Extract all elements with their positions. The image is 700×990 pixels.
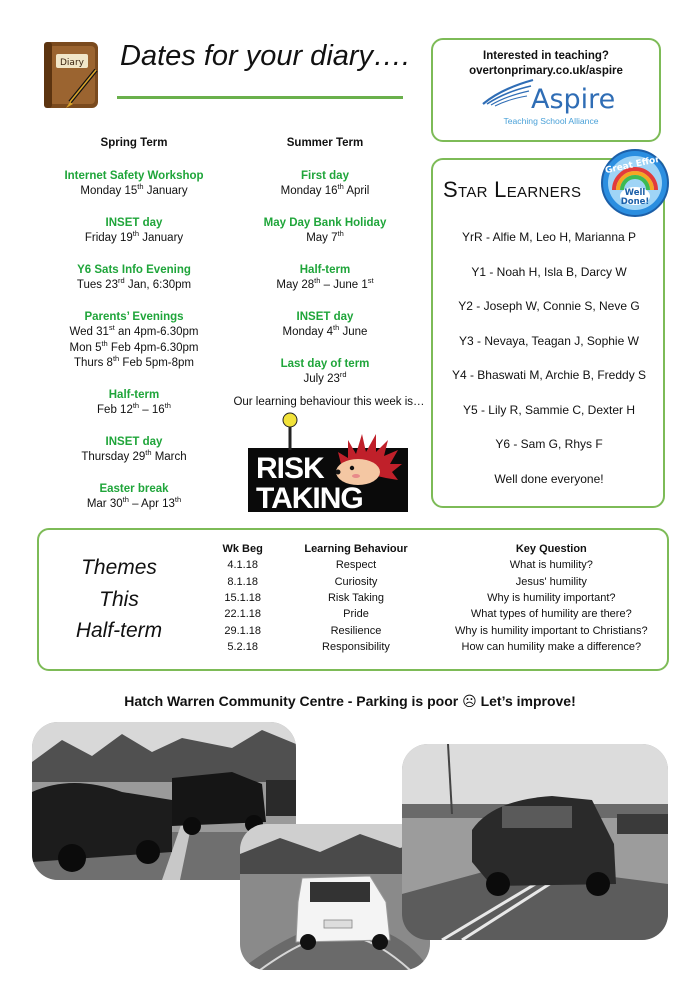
star-learner-item: Y4 - Bhaswati M, Archie B, Freddy S bbox=[451, 368, 647, 382]
summer-event-date: Monday 16th April bbox=[280, 182, 370, 197]
star-learners-list bbox=[433, 230, 665, 472]
themes-cell: Curiosity bbox=[334, 575, 378, 588]
spring-event-name: Easter break bbox=[99, 482, 169, 495]
summer-event-date: Monday 4th June bbox=[282, 323, 368, 338]
title-underline bbox=[117, 96, 403, 99]
summer-event-name: INSET day bbox=[296, 310, 354, 323]
spring-term-heading: Spring Term bbox=[100, 137, 168, 149]
svg-text:Great Effort: Great Effort bbox=[604, 153, 665, 177]
summer-event-name: Half-term bbox=[299, 263, 351, 276]
spring-event bbox=[44, 216, 224, 247]
spring-event-name: INSET day bbox=[105, 216, 163, 229]
learning-behaviour-caption: Our learning behaviour this week is… bbox=[233, 396, 425, 408]
spring-event bbox=[44, 310, 224, 372]
spring-event-date: Friday 19th January bbox=[84, 229, 184, 244]
themes-cell: 8.1.18 bbox=[227, 575, 258, 588]
spring-event-name: Y6 Sats Info Evening bbox=[77, 263, 191, 276]
summer-event bbox=[232, 216, 418, 247]
spring-event-date: Wed 31st an 4pm-6.30pm bbox=[69, 323, 199, 338]
aspire-swoosh-icon bbox=[481, 78, 535, 108]
table-row bbox=[209, 573, 667, 589]
page-title: Dates for your diary…. bbox=[120, 40, 411, 72]
star-learner-item: Y3 - Nevaya, Teagan J, Sophie W bbox=[459, 333, 639, 348]
themes-column-header: Key Question bbox=[515, 543, 587, 555]
spring-event-name: Parents’ Evenings bbox=[84, 310, 184, 323]
hedgehog-icon bbox=[336, 434, 403, 485]
spring-event bbox=[44, 263, 224, 294]
spring-event-date: Mar 30th – Apr 13th bbox=[86, 495, 182, 510]
spring-event-date: Monday 15th January bbox=[80, 182, 188, 197]
star-learner-item: Y2 - Joseph W, Connie S, Neve G bbox=[458, 299, 640, 313]
summer-term-heading: Summer Term bbox=[286, 137, 364, 149]
summer-event-date: May 7th bbox=[306, 229, 344, 244]
spring-event-name: INSET day bbox=[105, 435, 163, 448]
spring-event bbox=[44, 169, 224, 200]
spring-event bbox=[44, 435, 224, 466]
summer-event-name: May Day Bank Holiday bbox=[263, 216, 387, 229]
table-row bbox=[209, 623, 667, 639]
star-learners-footer: Well done everyone! bbox=[494, 472, 604, 486]
summer-events bbox=[232, 169, 418, 388]
table-row bbox=[209, 590, 667, 606]
themes-cell: Responsibility bbox=[322, 641, 390, 654]
aspire-tagline: Teaching School Alliance bbox=[503, 116, 599, 126]
risk-taking-graphic bbox=[248, 412, 408, 512]
summer-event bbox=[232, 357, 418, 388]
themes-cell: 5.2.18 bbox=[227, 641, 258, 654]
themes-cell: How can humility make a difference? bbox=[461, 641, 642, 654]
aspire-line-1: Interested in teaching? bbox=[483, 50, 609, 62]
table-row bbox=[209, 557, 667, 573]
star-learners-title: Star Learners bbox=[443, 177, 582, 202]
themes-cell: Respect bbox=[335, 559, 377, 572]
table-row bbox=[209, 606, 667, 622]
themes-label-line: This bbox=[99, 587, 139, 611]
aspire-wordmark: Aspire bbox=[531, 84, 616, 115]
themes-table bbox=[209, 541, 667, 655]
summer-event-date: May 28th – June 1st bbox=[276, 276, 374, 291]
themes-cell: Jesus' humility bbox=[515, 575, 587, 588]
spring-event-date: Thurs 8th Feb 5pm-8pm bbox=[73, 354, 195, 369]
themes-cell: 15.1.18 bbox=[224, 591, 262, 604]
star-learner-item: Y1 - Noah H, Isla B, Darcy W bbox=[471, 264, 627, 279]
summer-event bbox=[232, 169, 418, 200]
spring-event-date: Thursday 29th March bbox=[81, 448, 187, 463]
themes-cell: What is humility? bbox=[509, 559, 593, 572]
aspire-box bbox=[431, 38, 661, 142]
themes-label-line: Half-term bbox=[75, 619, 163, 642]
themes-cell: 4.1.18 bbox=[227, 559, 258, 572]
spring-events bbox=[44, 169, 224, 513]
summer-event-date: July 23rd bbox=[303, 370, 347, 385]
spring-event-date: Feb 12th – 16th bbox=[97, 401, 171, 416]
themes-column-header: Learning Behaviour bbox=[304, 543, 408, 555]
parking-photo-3 bbox=[402, 744, 668, 940]
themes-cell: Why is humility important to Christians? bbox=[455, 624, 648, 637]
themes-cell: Why is humility important? bbox=[487, 591, 616, 604]
spring-event-name: Internet Safety Workshop bbox=[64, 169, 204, 182]
summer-event-name: Last day of term bbox=[280, 357, 370, 370]
themes-box bbox=[37, 528, 669, 671]
themes-cell: Pride bbox=[343, 608, 369, 621]
parking-title: Hatch Warren Community Centre - Parking is poor ☹ Let’s improve! bbox=[124, 693, 576, 709]
svg-text:Well: Well bbox=[624, 188, 646, 198]
star-learner-item: Y6 - Sam G, Rhys F bbox=[495, 437, 603, 451]
svg-text:TAKING: TAKING bbox=[256, 482, 363, 512]
themes-cell: Resilience bbox=[330, 624, 382, 637]
summer-event-name: First day bbox=[301, 169, 349, 182]
spring-term-column bbox=[44, 136, 224, 529]
themes-cell: 22.1.18 bbox=[224, 608, 262, 621]
aspire-link[interactable]: overtonprimary.co.uk/aspire bbox=[469, 65, 623, 77]
themes-cell: Risk Taking bbox=[327, 591, 385, 604]
star-learner-item: Y5 - Lily R, Sammie C, Dexter H bbox=[462, 402, 636, 417]
spring-event-date: Mon 5th Feb 4pm-6.30pm bbox=[69, 338, 199, 354]
themes-label bbox=[64, 552, 174, 647]
table-row bbox=[209, 639, 667, 655]
summer-event bbox=[232, 263, 418, 294]
spring-event-date: Tues 23rd Jan, 6:30pm bbox=[76, 276, 192, 291]
star-learner-item: YrR - Alfie M, Leo H, Marianna P bbox=[461, 230, 637, 244]
spring-event bbox=[44, 482, 224, 513]
summer-event bbox=[232, 310, 418, 341]
svg-text:Done!: Done! bbox=[620, 197, 650, 207]
aspire-logo bbox=[481, 84, 621, 130]
summer-term-column bbox=[232, 136, 418, 404]
svg-text:RISK: RISK bbox=[256, 452, 324, 485]
themes-cell: 29.1.18 bbox=[224, 624, 262, 637]
spring-event bbox=[44, 388, 224, 419]
diary-icon bbox=[40, 40, 102, 110]
spring-event-name: Half-term bbox=[108, 388, 160, 401]
themes-column-header: Wk Beg bbox=[222, 543, 263, 555]
themes-cell: What types of humility are there? bbox=[470, 608, 632, 621]
svg-text:Diary: Diary bbox=[60, 58, 84, 68]
great-effort-badge-icon bbox=[600, 148, 670, 218]
themes-label-line: Themes bbox=[81, 556, 157, 579]
